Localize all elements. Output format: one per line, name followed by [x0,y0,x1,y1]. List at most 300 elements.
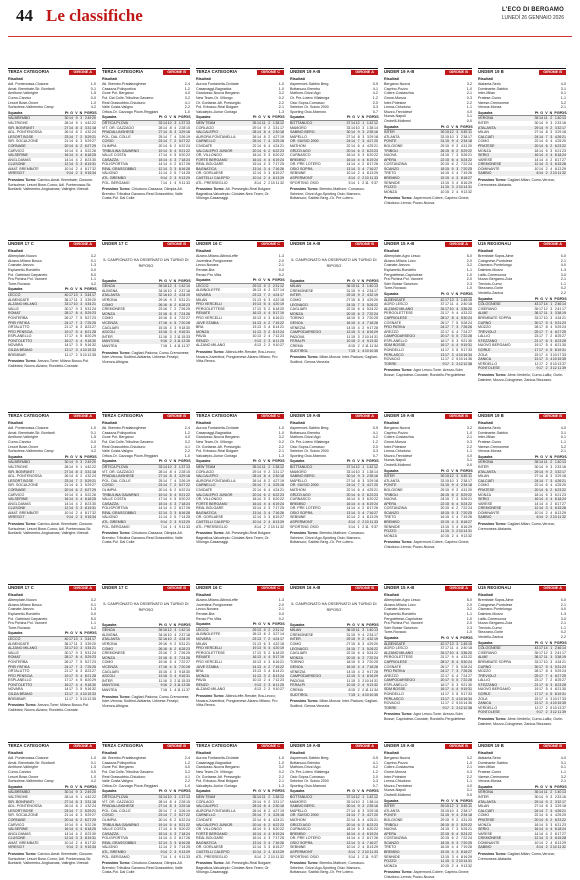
team-name: SENNIDE [384,854,400,859]
stat-value: 6 [357,655,360,660]
standings-column-header: G [70,454,74,459]
stat-value: 21 [181,148,186,153]
league-block [290,412,378,572]
stat-value: 20 [64,487,69,492]
stat-value: 42 [87,794,92,799]
standings-table [8,790,96,850]
team-name: MONZA [384,189,397,194]
stat-value: 19 [280,808,284,813]
stat-value: 14 [69,153,74,158]
stat-value: 14 [69,139,74,144]
stat-value: 33 [92,348,96,353]
standings-column-header: G [540,454,544,459]
match-score: 3-3 [372,779,378,784]
stat-value: 2 [263,334,266,339]
match-teams: Varese-Cremonese [478,444,509,449]
stat-value: 14 [539,474,544,479]
league-header [384,412,472,419]
stat-value: 5 [451,510,454,515]
group-badge: GIRONE A [351,414,378,419]
team-name: CALCIATI [478,808,494,813]
stat-value: 3 [550,338,553,343]
stat-value: 20 [87,678,92,683]
stat-value: 34 [369,632,374,637]
stat-value: 9 [460,189,463,194]
standings-column-header: GS [185,789,191,794]
stat-value: 3 [550,120,553,125]
match-score: 0-3 [466,769,472,774]
stat-value: 5 [272,655,275,660]
standings-column-header: G [540,110,544,115]
stat-value: 8 [75,125,78,130]
stat-value: 21 [557,343,562,348]
stat-value: 5 [169,148,172,153]
stat-value: 3 [545,162,548,167]
group-badge: GIRONE C [257,744,284,749]
stat-value: 15 [351,683,356,688]
stat-value: 8 [272,338,275,343]
stat-value: 31 [463,143,468,148]
stat-value: 40 [557,790,562,795]
stat-value: 14 [440,348,445,353]
stat-value: 26 [181,808,186,813]
stat-value: 6 [263,492,266,497]
standings-column-header: N [173,789,177,794]
stat-value: 21 [92,808,96,813]
stat-value: 27 [92,813,96,818]
stat-value: 14 [257,487,262,492]
stat-value: 17 [158,827,163,832]
stat-value: 20 [468,143,472,148]
stat-value: 3 [362,469,365,474]
stat-value: 14 [257,143,262,148]
stat-value: 14 [163,130,168,135]
match-score: 2-1 [278,607,284,612]
stat-value: 34 [158,288,163,293]
team-name: PRATESE [478,143,495,148]
stat-value: 10 [552,705,557,710]
stat-value: 30 [468,338,472,343]
standings-row [290,349,378,354]
team-name: VALSERINE [8,153,28,158]
stat-value: 2 [362,524,365,529]
standings-column-header: G [70,631,74,636]
match-score: 4-0 [560,426,566,431]
stat-value: 24 [534,808,539,813]
match-teams: Pergolettese-Capriolese [384,272,423,277]
stat-value: 14 [257,180,262,185]
team-name: VALTRIGHE [8,794,28,799]
stat-value: 23 [92,315,96,320]
match-score: 4-1 [184,774,190,779]
stat-value: 2 [268,822,271,827]
stat-value: 4 [169,325,172,330]
team-name: OR. PRE LOTERO [290,836,321,841]
standings-column-header: V [357,789,360,794]
stat-value: 37 [374,180,378,185]
stat-value: 14 [351,808,356,813]
league-name: TERZA CATEGORIA [8,413,50,418]
stat-value: 11 [365,687,369,692]
stat-value: 3 [550,315,553,320]
standings-column-header: V [451,798,454,803]
stat-value: 5 [348,524,351,529]
stat-value: 22 [92,464,96,469]
match-score: 2-0 [372,100,378,105]
stat-value: 11 [534,361,539,366]
stat-value: 4 [545,692,548,697]
team-name: OR. VILLONGO [196,827,222,832]
team-name: GORLE [478,692,491,697]
stat-value: 4 [451,850,454,855]
stat-value: 8 [272,176,275,181]
standings-column-header: Pt [534,296,539,301]
standings-table [478,646,566,715]
stat-value: 10 [552,171,557,176]
stat-value: 2 [272,474,275,479]
stat-value: 22 [186,822,190,827]
stat-value: 13 [257,334,262,339]
stat-value: 17 [69,678,74,683]
stat-value: 5 [84,315,87,320]
stat-value: 15 [158,501,163,506]
stat-value: 4 [174,524,177,529]
match-score: 2-2 [184,449,190,454]
stat-value: 1 [178,794,181,799]
team-name: SUDTIROL [290,348,309,353]
stat-value: 11 [64,696,69,701]
stat-value: 7 [169,651,172,656]
standings-row [102,688,190,693]
stat-value: 4 [263,836,266,841]
stat-value: 25 [557,483,562,488]
stat-value: 14 [539,157,544,162]
team-name: CREMONESE [290,632,314,637]
team-name: AMAT. BREMBATE [8,166,39,171]
standings-column-header: GF [180,459,186,464]
stat-value: 28 [562,162,566,167]
stat-value: 22 [280,827,284,832]
stat-value: 35 [252,120,257,125]
team-name: CASTELLI CALEPIO [196,850,230,855]
stat-value: 25 [252,483,257,488]
stat-value: 21 [280,315,284,320]
standings-column-header: Pt [346,789,351,794]
stat-value: 9 [75,116,78,121]
stat-value: 11 [252,329,257,334]
stat-value: 19 [275,831,280,836]
stat-value: 2 [263,338,266,343]
stat-value: 28 [186,840,190,845]
stat-value: 27 [346,134,351,139]
next-round-label: Prossimo Turno: [8,522,38,527]
stat-value: 26 [186,655,190,660]
stat-value: 2 [75,171,78,176]
stat-value: 29 [374,330,378,335]
stat-value: 15 [351,316,356,321]
stat-value: 18 [346,827,351,832]
match-teams: Bergamo Nuova [384,82,410,87]
standings-column-header: V [169,789,172,794]
match-teams: Nuovo Bergamo-Zola [478,277,513,282]
team-name: MAMORO [290,125,307,130]
stat-value: 11 [275,180,280,185]
stat-value: 4 [460,487,463,492]
stat-value: 9 [178,176,181,181]
stat-value: 13 [346,510,351,515]
team-name: NUOVA [384,827,397,832]
stat-value: 2 [460,813,463,818]
standings-column-header: P [460,468,463,473]
stat-value: 5 [178,822,181,827]
stat-value: 16 [562,794,566,799]
stat-value: 26 [181,651,186,656]
team-name: INTER [290,637,301,642]
stat-value: 6 [169,655,172,660]
stat-value: 9 [545,320,548,325]
stat-value: 39 [440,804,445,809]
stat-value: 8 [554,840,557,845]
stat-value: 10 [364,176,369,181]
standings-column-header: Squadra [196,622,211,627]
stat-value: 8 [84,510,87,515]
stat-value: 13 [257,292,262,297]
stat-value: 2 [263,176,266,181]
team-name: ORTALUTTO [8,669,30,674]
standings-row [196,855,284,860]
stat-value: 14 [257,506,262,511]
stat-value: 3 [263,840,266,845]
stat-value: 29 [87,483,92,488]
standings-column-header: G [258,278,262,283]
stat-value: 15 [445,836,450,841]
match-teams: Osio Sopra-Curnasco [290,774,325,779]
standings-column-header: N [173,278,177,283]
team-name: CAPRIOLESE [384,315,407,320]
stat-value: 17 [69,297,74,302]
team-name: MONZA [102,655,115,660]
match-score: 4-1 [372,86,378,91]
stat-value: 13 [440,180,445,185]
stat-value: 7 [451,827,454,832]
stat-value: 3 [550,655,553,660]
match-score: 3-2 [466,82,472,87]
stat-value: 16 [181,330,186,335]
stat-value: 21 [557,822,562,827]
team-name: LALLIO [478,678,491,683]
stat-value: 2 [456,859,459,864]
standings-column-header: GS [185,459,191,464]
stat-value: 6 [272,650,275,655]
standings-column-header: V [545,454,548,459]
team-name: POLISPORTIVA [102,836,129,841]
stat-value: 5 [460,153,463,158]
stat-value: 26 [64,130,69,135]
stat-value: 17 [374,632,378,637]
stat-value: 17 [534,348,539,353]
group-badge: GIRONE B [163,744,190,749]
team-name: MILAN [290,284,301,289]
stat-value: 4 [272,641,275,646]
stat-value: 31 [87,650,92,655]
stat-value: 16 [163,297,168,302]
stat-value: 4 [456,696,459,701]
league-name: UNDER 17 C [8,241,34,246]
group-badge: GIRONE A [69,586,96,591]
match-teams: Esplanello-Rondello [8,611,40,616]
stat-value: 2 [174,487,177,492]
stat-value: 15 [445,162,450,167]
stat-value: 4 [84,120,87,125]
result-row [8,282,96,287]
stat-value: 14 [163,850,168,855]
team-name: BREMBO [384,176,400,181]
stat-value: 20 [374,641,378,646]
stat-value: 26 [468,515,472,520]
standings-row [384,362,472,367]
stat-value: 6 [169,817,172,822]
stat-value: 2 [178,799,181,804]
team-name: MILAN [290,628,301,633]
stat-value: 8 [554,166,557,171]
next-round-matches: Aspermont-Colere; Caprino-Grone; Chiuduno-Lenna; Pozzo-Nuova. [384,540,470,550]
stat-value: 3 [268,515,271,520]
stat-value: 3 [80,125,83,130]
standings-column-header: V [75,287,78,292]
team-name: PONTE [384,483,397,488]
stat-value: 3 [263,329,266,334]
stat-value: 7 [348,692,351,697]
stat-value: 10 [364,520,369,525]
stat-value: 17 [92,292,96,297]
stat-value: 6 [263,148,266,153]
stat-value: 2 [460,134,463,139]
match-teams: Or. Gorlaese-Atl. Presseglio [196,444,241,449]
stat-value: 7 [366,166,369,171]
stat-value: 24 [562,153,566,158]
stat-value: 2 [272,130,275,135]
stat-value: 14 [163,510,168,515]
stat-value: 13 [346,166,351,171]
match-score: 0-0 [466,792,472,797]
stat-value: 4 [456,650,459,655]
stat-value: 15 [445,506,450,511]
match-teams: Aurora Fontanella-Cividate [196,426,239,431]
stat-value: 8 [348,343,351,348]
stat-value: 10 [364,678,369,683]
stat-value: 15 [351,692,356,697]
stat-value: 5 [169,660,172,665]
next-round-matches: Arezzo-Torre; Milano Bosco-Pol. Gabbiani; Nuovo-Alzano; Rondello-Cosnate. [8,359,90,368]
standings-column-header: N [361,278,365,283]
stat-value: 3 [362,660,365,665]
stat-value: 6 [554,817,557,822]
league-block [196,742,285,875]
stat-value: 22 [562,487,566,492]
standings-column-header: G [540,296,544,301]
match-teams: Lesort Bose-Onore [8,444,39,449]
stat-value: 4 [268,325,271,330]
stat-value: 5 [178,497,181,502]
stat-value: 16 [163,330,168,335]
stat-value: 4 [174,469,177,474]
team-name: VALIGNO [102,845,118,850]
stat-value: 21 [468,153,472,158]
stat-value: 29 [92,678,96,683]
stat-value: 3 [362,284,365,289]
stat-value: 5 [357,153,360,158]
team-name: INTER [384,130,395,135]
stat-value: 18 [186,474,190,479]
stat-value: 10 [449,306,454,311]
stat-value: 31 [440,311,445,316]
match-teams: Amiltone-Valbrighe [8,435,39,440]
stat-value: 5 [357,497,360,502]
league-name: UNDER 17 C [102,241,128,246]
team-name: VALTRIGHE [8,120,28,125]
team-name: ALBIGNA [102,288,118,293]
stat-value: 2 [451,533,454,538]
stat-value: 2 [550,790,553,795]
stat-value: 3 [174,130,177,135]
group-badge: GIRONE B [163,586,190,591]
team-name: PERGOLETTESE [196,650,225,655]
match-teams: Caprino-Pozzo [384,86,408,91]
stat-value: 10 [355,125,360,130]
match-score: 3-2 [90,254,96,259]
stat-value: 4 [169,664,172,669]
match-teams: Casamaggi-Bagnatica [196,760,232,765]
stat-value: 8 [75,799,78,804]
team-name: BAGNATICA [196,510,217,515]
stat-value: 26 [92,148,96,153]
stat-value: 10 [543,659,548,664]
stat-value: 5 [178,827,181,832]
team-name: SEBNINE [290,171,306,176]
stat-value: 3 [174,683,177,688]
results-label: Risultati [8,420,23,425]
stat-value: 2 [366,288,369,293]
next-round-label: Prossimo Turno: [102,861,132,866]
stat-value: 29 [92,334,96,339]
team-name: COMO [478,139,490,144]
stat-value: 34 [92,171,96,176]
stat-value: 2 [84,460,87,465]
stat-value: 8 [84,501,87,506]
team-name: MAPELLO [290,478,307,483]
stat-value: 25 [562,673,566,678]
standings-column-header: G [258,622,262,627]
team-name: MAPELLO [290,808,307,813]
team-name: PREI PATIKA [8,320,30,325]
stat-value: 5 [550,692,553,697]
stat-value: 13 [64,348,69,353]
next-round-matches: Brembo-Mathom; Curnasco-Sebnine; Grizzi Ago-Sporting Osio; Mamoro-Bottanuco; Sabbio Berg.-Or. Pre Lotero. [290,861,365,875]
stat-value: 27 [280,687,284,692]
stat-value: 29 [87,808,92,813]
stat-value: 27 [468,176,472,181]
stat-value: 3 [456,134,459,139]
team-name: APERA [384,501,397,506]
stat-value: 35 [374,348,378,353]
next-round-label: Prossimo Turno: [478,522,508,527]
stat-value: 32 [158,637,163,642]
stat-value: 29 [463,148,468,153]
stat-value: 3 [362,497,365,502]
next-round [196,350,284,364]
stat-value: 11 [369,176,374,181]
stat-value: 9 [545,794,548,799]
